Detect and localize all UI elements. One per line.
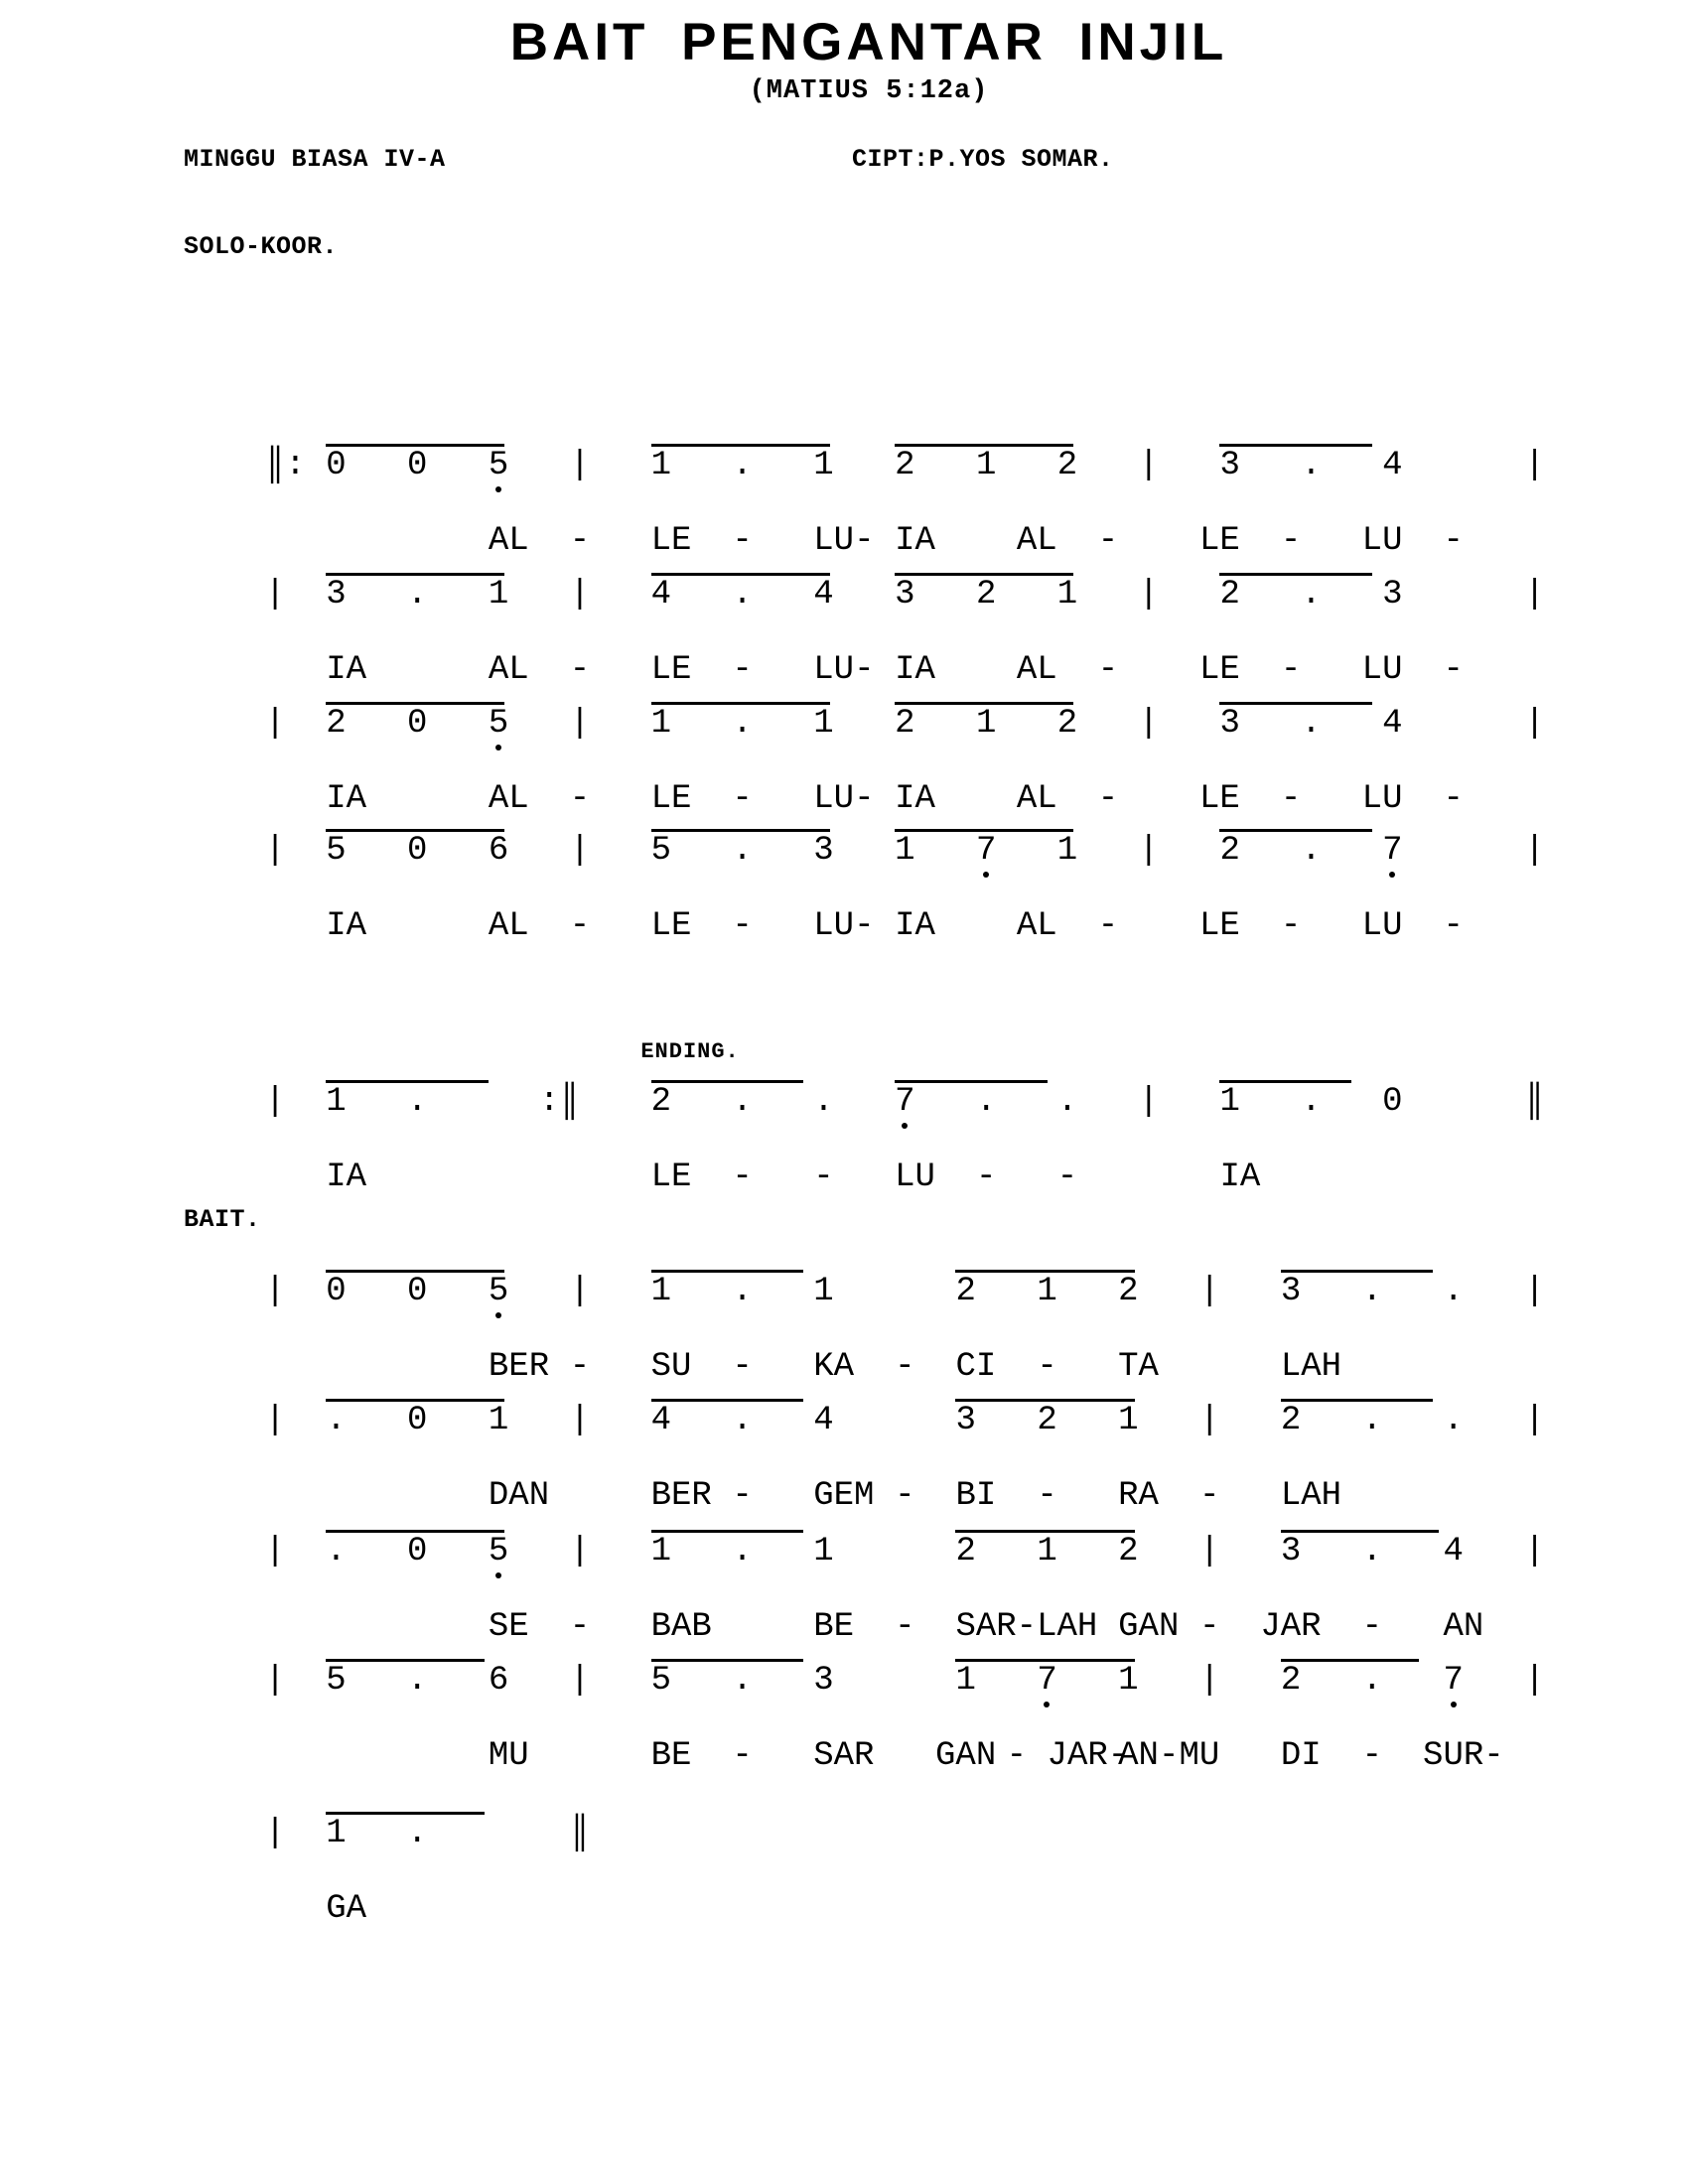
note: 2 [895, 447, 915, 484]
note: . [732, 1533, 753, 1570]
beam-line [326, 1659, 485, 1662]
music-system-5 [184, 1039, 1633, 1214]
note: 7 [1037, 1662, 1057, 1700]
note: 2 [1118, 1273, 1139, 1310]
note: . [732, 705, 753, 743]
lyric-syllable: - [732, 522, 753, 560]
note: 2 [1280, 1402, 1302, 1439]
barline: | [569, 1273, 591, 1310]
note: 5 [650, 832, 671, 870]
note: 1 [488, 1402, 509, 1439]
lyric-syllable: IA [895, 907, 935, 945]
lyric-syllable: RA [1118, 1477, 1159, 1515]
composer-label: CIPT:P.YOS SOMAR. [852, 145, 1114, 174]
lyric-syllable: BER [650, 1477, 712, 1515]
lyric-syllable: MU [1179, 1737, 1220, 1775]
section-heading-solo-koor: SOLO-KOOR. [184, 232, 339, 261]
note: 1 [1037, 1533, 1057, 1570]
note: 4 [813, 576, 834, 614]
lyric-syllable: IA [326, 907, 367, 945]
lyric-syllable: IA [326, 1159, 367, 1196]
note: 2 [975, 576, 997, 614]
note: 1 [1037, 1273, 1057, 1310]
barline: | [1199, 1662, 1220, 1700]
lyric-syllable: - [1037, 1477, 1057, 1515]
section-heading-bait: BAIT. [184, 1205, 261, 1234]
lyric-syllable: - [1097, 651, 1119, 689]
lyric-syllable: LE [650, 651, 692, 689]
lyric-syllable: IA [895, 522, 935, 560]
music-system-1 [184, 449, 1633, 578]
note: 6 [488, 832, 509, 870]
barline: | [264, 1815, 286, 1852]
lyric-syllable: SAR [813, 1737, 875, 1775]
barline: | [569, 1533, 591, 1570]
barline: | [1138, 447, 1160, 484]
lyric-syllable: IA [895, 651, 935, 689]
lyric-syllable: BE [813, 1608, 855, 1646]
note: 7 [895, 1083, 915, 1121]
note: . [326, 1402, 347, 1439]
note: 4 [650, 1402, 671, 1439]
note: 1 [975, 447, 997, 484]
music-system-7 [184, 1404, 1633, 1533]
barline: ║ [569, 1815, 591, 1852]
lyric-syllable: - [569, 522, 591, 560]
lyric-syllable: - [1280, 907, 1302, 945]
lyric-syllable: JAR- [1047, 1737, 1129, 1775]
note: 1 [326, 1083, 347, 1121]
barline: | [264, 1402, 286, 1439]
note: 1 [1118, 1402, 1139, 1439]
note: 0 [407, 1533, 428, 1570]
barline: | [569, 705, 591, 743]
lyric-syllable: TA [1118, 1348, 1159, 1386]
beam-line [1281, 1659, 1419, 1662]
note: 3 [1382, 576, 1403, 614]
lyric-syllable: AN [1443, 1608, 1484, 1646]
lyric-syllable: - [1280, 651, 1302, 689]
lyric-syllable: - [895, 1608, 915, 1646]
note: . [1361, 1662, 1383, 1700]
lyric-syllable: LU [813, 780, 855, 818]
note: 2 [1056, 705, 1078, 743]
lyric-syllable: DI [1280, 1737, 1322, 1775]
note: 1 [1118, 1662, 1139, 1700]
barline: | [1524, 576, 1545, 614]
note: 1 [895, 832, 915, 870]
lyric-syllable: LE [1199, 780, 1240, 818]
note: . [1361, 1533, 1383, 1570]
note: 6 [488, 1662, 509, 1700]
lyric-syllable: - [1097, 907, 1119, 945]
barline: | [1524, 1533, 1545, 1570]
barline: | [1138, 1083, 1160, 1121]
lyric-syllable: - [813, 1159, 834, 1196]
barline: | [1199, 1273, 1220, 1310]
octave-dot [1044, 1702, 1050, 1707]
octave-dot [983, 872, 989, 878]
note: 2 [1056, 447, 1078, 484]
lyric-syllable: - [732, 1477, 753, 1515]
barline: | [569, 1402, 591, 1439]
lyric-syllable: SAR-LAH [955, 1608, 1098, 1646]
note: 1 [650, 1533, 671, 1570]
note: 1 [650, 1273, 671, 1310]
lyric-syllable: AL [1016, 907, 1057, 945]
note: 2 [955, 1533, 976, 1570]
note: . [1056, 1083, 1078, 1121]
note: 1 [1056, 832, 1078, 870]
lyric-syllable: - [975, 1159, 997, 1196]
lyric-syllable: GAN [1118, 1608, 1180, 1646]
lyric-syllable: - [732, 651, 753, 689]
note: 3 [1280, 1273, 1302, 1310]
lyric-syllable: SU [650, 1348, 692, 1386]
barline: | [569, 832, 591, 870]
note: 4 [1443, 1533, 1464, 1570]
lyric-syllable: MU [488, 1737, 529, 1775]
note: 2 [1219, 832, 1240, 870]
barline: | [569, 447, 591, 484]
barline: | [569, 576, 591, 614]
note: 1 [813, 1273, 834, 1310]
note: 4 [1382, 705, 1403, 743]
lyric-syllable: - [1037, 1348, 1057, 1386]
lyric-syllable: - [1199, 1608, 1220, 1646]
note: . [732, 576, 753, 614]
barline: | [264, 576, 286, 614]
note: 2 [895, 705, 915, 743]
octave-dot [495, 1572, 501, 1578]
barline: | [1138, 832, 1160, 870]
lyric-syllable: - [1443, 651, 1464, 689]
note: 2 [1037, 1402, 1057, 1439]
lyric-syllable: LU [813, 522, 855, 560]
note: 5 [488, 705, 509, 743]
music-system-2 [184, 578, 1633, 707]
barline: | [264, 1662, 286, 1700]
note: 5 [650, 1662, 671, 1700]
note: . [407, 1083, 428, 1121]
beam-line [895, 1080, 1047, 1083]
barline: ║: [264, 447, 306, 484]
note: 0 [326, 1273, 347, 1310]
note: . [732, 1662, 753, 1700]
beam-line [651, 1080, 803, 1083]
lyric-syllable: - [895, 1348, 915, 1386]
note: . [975, 1083, 997, 1121]
beam-line [326, 1812, 485, 1815]
lyric-syllable: - [1097, 522, 1119, 560]
page-title: BAIT PENGANTAR INJIL [509, 13, 1228, 71]
lyric-syllable: - [732, 1348, 753, 1386]
barline: | [1138, 705, 1160, 743]
note: 2 [1280, 1662, 1302, 1700]
note: 1 [1219, 1083, 1240, 1121]
note: 3 [813, 1662, 834, 1700]
note: . [732, 832, 753, 870]
barline: | [1524, 832, 1545, 870]
lyric-syllable: AL [1016, 780, 1057, 818]
lyric-syllable: AN- [1118, 1737, 1180, 1775]
lyric-syllable: GEM [813, 1477, 875, 1515]
note: 7 [1382, 832, 1403, 870]
liturgical-week-label: MINGGU BIASA IV-A [184, 145, 446, 174]
beam-line [1219, 702, 1371, 705]
note: 1 [650, 447, 671, 484]
ending-label: ENDING. [640, 1039, 740, 1064]
note: 4 [650, 576, 671, 614]
lyric-syllable: SUR- [1423, 1737, 1504, 1775]
note: 1 [1056, 576, 1078, 614]
lyric-syllable: - [854, 780, 875, 818]
lyric-syllable: - [732, 1159, 753, 1196]
note: 1 [813, 1533, 834, 1570]
note: 3 [1219, 447, 1240, 484]
note: . [1301, 1083, 1322, 1121]
lyric-syllable: BI [955, 1477, 997, 1515]
barline: | [1524, 1402, 1545, 1439]
beam-line [651, 1659, 803, 1662]
note: 7 [975, 832, 997, 870]
beam-line [1219, 573, 1371, 576]
note: 2 [1118, 1533, 1139, 1570]
lyric-syllable: CI [955, 1348, 997, 1386]
lyric-syllable: - [569, 651, 591, 689]
lyric-syllable: AL [488, 907, 529, 945]
note: 1 [488, 576, 509, 614]
note: . [407, 576, 428, 614]
music-system-10 [184, 1817, 1633, 1946]
lyric-syllable: LE [650, 1159, 692, 1196]
lyric-syllable: GAN [935, 1737, 997, 1775]
barline: | [1524, 705, 1545, 743]
lyric-syllable: LU [1361, 907, 1403, 945]
lyric-syllable: - [1361, 1737, 1383, 1775]
note: . [407, 1662, 428, 1700]
octave-dot [495, 1312, 501, 1318]
scripture-reference: (MATIUS 5:12a) [749, 76, 989, 106]
lyric-syllable: LU [1361, 780, 1403, 818]
lyric-syllable: BER [488, 1348, 550, 1386]
header [54, 0, 1684, 106]
note: 1 [650, 705, 671, 743]
note: 1 [813, 705, 834, 743]
beam-line [651, 1399, 803, 1402]
note: 1 [813, 447, 834, 484]
note: 0 [407, 1273, 428, 1310]
note: 3 [955, 1402, 976, 1439]
lyric-syllable: - [1199, 1477, 1220, 1515]
lyric-syllable: - [854, 907, 875, 945]
lyric-syllable: AL [488, 780, 529, 818]
barline: | [264, 832, 286, 870]
lyric-syllable: - [1280, 780, 1302, 818]
lyric-syllable: BE [650, 1737, 692, 1775]
lyric-syllable: - [1443, 522, 1464, 560]
note: 5 [488, 1533, 509, 1570]
lyric-syllable: - [1361, 1608, 1383, 1646]
lyric-syllable: AL [1016, 522, 1057, 560]
note: 5 [488, 447, 509, 484]
note: 2 [326, 705, 347, 743]
lyric-syllable: - [895, 1477, 915, 1515]
note: 5 [326, 1662, 347, 1700]
note: . [1301, 447, 1322, 484]
note: . [732, 447, 753, 484]
note: 1 [975, 705, 997, 743]
barline: | [1199, 1533, 1220, 1570]
barline: | [264, 1273, 286, 1310]
beam-line [1219, 444, 1371, 447]
note: . [1443, 1402, 1464, 1439]
note: . [813, 1083, 834, 1121]
octave-dot [902, 1123, 908, 1129]
lyric-syllable: GA [326, 1890, 367, 1928]
note: . [326, 1533, 347, 1570]
music-system-6 [184, 1275, 1633, 1404]
note: 2 [955, 1273, 976, 1310]
note: 3 [895, 576, 915, 614]
beam-line [651, 1270, 803, 1273]
note: . [1301, 832, 1322, 870]
lyric-syllable: LE [650, 780, 692, 818]
lyric-syllable: - [569, 780, 591, 818]
lyric-syllable: LU [895, 1159, 935, 1196]
barline: | [1199, 1402, 1220, 1439]
note: 3 [1219, 705, 1240, 743]
lyric-syllable: LE [1199, 907, 1240, 945]
lyric-syllable: - [1443, 907, 1464, 945]
lyric-syllable: LU [1361, 651, 1403, 689]
lyric-syllable: AL [488, 651, 529, 689]
lyric-syllable: - [1097, 780, 1119, 818]
barline: | [264, 1083, 286, 1121]
beam-line [1281, 1530, 1440, 1533]
note: 3 [1280, 1533, 1302, 1570]
lyric-syllable: LAH [1280, 1348, 1342, 1386]
barline: | [569, 1662, 591, 1700]
lyric-syllable: LAH [1280, 1477, 1342, 1515]
octave-dot [1389, 872, 1395, 878]
note: 1 [955, 1662, 976, 1700]
note: 0 [407, 832, 428, 870]
note: 3 [813, 832, 834, 870]
note: 7 [1443, 1662, 1464, 1700]
note: . [1443, 1273, 1464, 1310]
barline: | [1524, 447, 1545, 484]
lyric-syllable: LU [1361, 522, 1403, 560]
note: 5 [326, 832, 347, 870]
lyric-syllable: LU [813, 651, 855, 689]
note: . [407, 1815, 428, 1852]
music-system-4 [184, 834, 1633, 963]
lyric-syllable: IA [326, 651, 367, 689]
note: . [1361, 1273, 1383, 1310]
note: . [1301, 705, 1322, 743]
note: 0 [326, 447, 347, 484]
lyric-syllable: JAR [1260, 1608, 1322, 1646]
lyric-syllable: AL [1016, 651, 1057, 689]
octave-dot [495, 745, 501, 751]
barline: | [264, 705, 286, 743]
lyric-syllable: - [1006, 1737, 1028, 1775]
note: 0 [407, 447, 428, 484]
lyric-syllable: - [569, 907, 591, 945]
beam-line [1281, 1270, 1433, 1273]
lyric-syllable: DAN [488, 1477, 550, 1515]
note: . [732, 1083, 753, 1121]
note: 0 [407, 705, 428, 743]
note: 4 [813, 1402, 834, 1439]
note: 3 [326, 576, 347, 614]
note: . [732, 1402, 753, 1439]
note: . [1301, 576, 1322, 614]
octave-dot [1451, 1702, 1457, 1707]
lyric-syllable: SE [488, 1608, 529, 1646]
barline: | [1524, 1662, 1545, 1700]
lyric-syllable: - [1056, 1159, 1078, 1196]
lyric-syllable: KA [813, 1348, 855, 1386]
note: 2 [650, 1083, 671, 1121]
lyric-syllable: LU [813, 907, 855, 945]
barline: | [264, 1533, 286, 1570]
lyric-syllable: - [732, 907, 753, 945]
lyric-syllable: - [569, 1608, 591, 1646]
beam-line [651, 1530, 803, 1533]
lyric-syllable: - [1280, 522, 1302, 560]
lyric-syllable: - [854, 651, 875, 689]
lyric-syllable: IA [326, 780, 367, 818]
lyric-syllable: - [732, 780, 753, 818]
barline: ║ [1524, 1083, 1545, 1121]
barline: :║ [539, 1083, 580, 1121]
lyric-syllable: LE [1199, 651, 1240, 689]
barline: | [1524, 1273, 1545, 1310]
lyric-syllable: BAB [650, 1608, 712, 1646]
note: 1 [326, 1815, 347, 1852]
note: 5 [488, 1273, 509, 1310]
note: 2 [1219, 576, 1240, 614]
lyric-syllable: - [854, 522, 875, 560]
lyric-syllable: IA [895, 780, 935, 818]
note: 0 [1382, 1083, 1403, 1121]
lyric-syllable: LE [650, 522, 692, 560]
lyric-syllable: IA [1219, 1159, 1261, 1196]
note: 0 [407, 1402, 428, 1439]
lyric-syllable: LE [1199, 522, 1240, 560]
lyric-syllable: AL [488, 522, 529, 560]
music-system-8 [184, 1535, 1633, 1664]
note: 4 [1382, 447, 1403, 484]
music-system-3 [184, 707, 1633, 836]
music-system-9 [184, 1664, 1633, 1793]
beam-line [1219, 829, 1371, 832]
beam-line [1281, 1399, 1433, 1402]
note: . [732, 1273, 753, 1310]
octave-dot [495, 486, 501, 492]
barline: | [1138, 576, 1160, 614]
note: . [1361, 1402, 1383, 1439]
lyric-syllable: - [732, 1737, 753, 1775]
lyric-syllable: - [569, 1348, 591, 1386]
lyric-syllable: - [1443, 780, 1464, 818]
lyric-syllable: LE [650, 907, 692, 945]
